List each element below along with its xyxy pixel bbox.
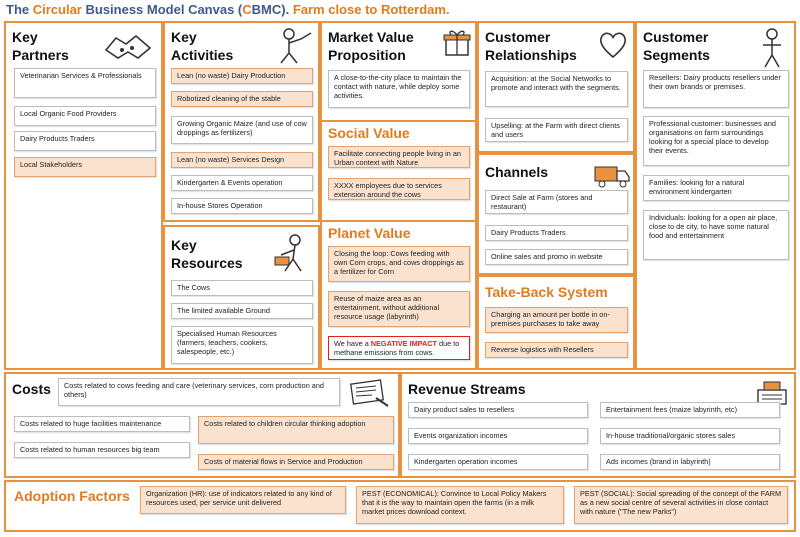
activity-item: Growing Organic Maize (and use of cow droppings as fertilizers) xyxy=(171,116,313,144)
revenue-item: Events organization incomes xyxy=(408,428,588,444)
adoption-item: PEST (ECONOMICAL): Convince to Local Policy Makers that it is the way to maintain open the farms (in a milk market prices download context. xyxy=(356,486,564,524)
key-activities-panel xyxy=(163,21,320,222)
worker-icon xyxy=(271,27,315,65)
cost-item: Costs related to huge facilities maintenance xyxy=(14,416,190,432)
channels-panel xyxy=(477,153,635,275)
activity-item: Robotized cleaning of the stable xyxy=(171,91,313,107)
planet-value-title: Planet Value xyxy=(328,225,411,241)
social-value-item: XXXX employees due to services extension around the cows xyxy=(328,178,470,200)
key-partners-title: Key Partners xyxy=(12,29,69,63)
take-back-panel xyxy=(477,275,635,370)
customer-segments-title: Customer Segments xyxy=(643,29,710,63)
adoption-panel xyxy=(4,480,796,532)
key-activities-title: Key Activities xyxy=(171,29,234,63)
customer-relationships-panel xyxy=(477,21,635,153)
page-title: The Circular Business Model Canvas (CBMC). Farm close to Rotterdam. xyxy=(6,2,450,17)
relationship-item: Upselling: at the Farm with direct clients and users xyxy=(485,118,628,142)
costs-title: Costs xyxy=(12,381,51,397)
farmer-icon xyxy=(273,233,313,275)
take-back-item: Charging an amount per bottle in on-premises purchases to take away xyxy=(485,307,628,333)
revenue-item: Entertainment fees (maize labyrinth, etc) xyxy=(600,402,780,418)
handshake-icon xyxy=(102,28,154,64)
revenue-title: Revenue Streams xyxy=(408,381,526,397)
segment-item: Individuals: looking for a open air place, close to de city, to have some natural food and entertainment xyxy=(643,210,789,260)
activity-item: Lean (no waste) Services Design xyxy=(171,152,313,168)
revenue-item: Kindergarten operation incomes xyxy=(408,454,588,470)
relationship-item: Acquisition: at the Social Networks to promote and interact with the segments. xyxy=(485,71,628,107)
partner-item: Dairy Products Traders xyxy=(14,131,156,151)
channels-title: Channels xyxy=(485,164,549,180)
gift-icon xyxy=(442,27,472,57)
channel-item: Dairy Products Traders xyxy=(485,225,628,241)
channel-item: Online sales and promo in website xyxy=(485,249,628,265)
value-proposition-panel xyxy=(320,21,477,370)
planet-value-item: Closing the loop: Cows feeding with own Corn crops, and cows droppings as a fertilizer for Corn xyxy=(328,246,470,282)
negative-impact-note: We have a NEGATIVE IMPACT due to methane emissions from cows. xyxy=(328,336,470,360)
adoption-item: Organization (HR): use of indicators related to any kind of resources used, per service unit delivered xyxy=(140,486,346,514)
heart-icon xyxy=(597,31,629,59)
adoption-item: PEST (SOCIAL): Social spreading of the concept of the FARM as a new social centre of several activities in close contact with nature ("The new Parks") xyxy=(574,486,788,524)
take-back-item: Reverse logistics with Resellers xyxy=(485,342,628,358)
channel-item: Direct Sale at Farm (stores and restaurant) xyxy=(485,190,628,214)
truck-icon xyxy=(593,159,631,191)
key-resources-panel xyxy=(163,225,320,370)
social-value-item: Facilitate connecting people living in an Urban context with Nature xyxy=(328,146,470,168)
value-proposition-title: Market Value Proposition xyxy=(328,29,414,63)
partner-item: Local Stakeholders xyxy=(14,157,156,177)
key-partners-panel xyxy=(4,21,163,370)
key-resources-title: Key Resources xyxy=(171,237,243,271)
resource-item: The Cows xyxy=(171,280,313,296)
activity-item: In-house Stores Operation xyxy=(171,198,313,214)
revenue-item: In-house traditional/organic stores sales xyxy=(600,428,780,444)
customer-segments-panel xyxy=(635,21,796,370)
revenue-item: Dairy product sales to resellers xyxy=(408,402,588,418)
cost-item: Costs of material flows in Service and Production xyxy=(198,454,394,470)
take-back-title: Take-Back System xyxy=(485,284,608,300)
value-prop-item: A close-to-the-city place to maintain the contact with nature, while deploy some activities. xyxy=(328,70,470,108)
segment-item: Professional customer: businesses and organisations on farm surroundings looking for a special place to develop their events. xyxy=(643,116,789,166)
revenue-item: Ads incomes (brand in labyrinth) xyxy=(600,454,780,470)
segment-item: Resellers: Dairy products resellers under their own brands or premises. xyxy=(643,70,789,108)
person-icon xyxy=(755,27,789,69)
activity-item: Kindergarten & Events operation xyxy=(171,175,313,191)
partner-item: Veterinarian Services & Professionals xyxy=(14,68,156,98)
social-value-title: Social Value xyxy=(328,125,410,141)
resource-item: The limited available Ground xyxy=(171,303,313,319)
cost-item: Costs related to human resources big team xyxy=(14,442,190,458)
cost-item: Costs related to children circular thinking adoption xyxy=(198,416,394,444)
resource-item: Specialised Human Resources (farmers, teachers, cookers, salespeople, etc.) xyxy=(171,326,313,364)
segment-item: Families: looking for a natural environment kindergarten xyxy=(643,175,789,201)
adoption-title: Adoption Factors xyxy=(14,488,130,504)
activity-item: Lean (no waste) Dairy Production xyxy=(171,68,313,84)
partner-item: Local Organic Food Providers xyxy=(14,106,156,126)
planet-value-item: Reuse of maize area as an entertainment, without additional resource usage (labyrinth) xyxy=(328,291,470,327)
revenue-panel xyxy=(400,372,796,478)
costs-panel xyxy=(4,372,400,478)
scale-icon xyxy=(346,378,392,410)
customer-relationships-title: Customer Relationships xyxy=(485,29,577,63)
cost-item: Costs related to cows feeding and care (veterinary services, corn production and others) xyxy=(58,378,340,406)
